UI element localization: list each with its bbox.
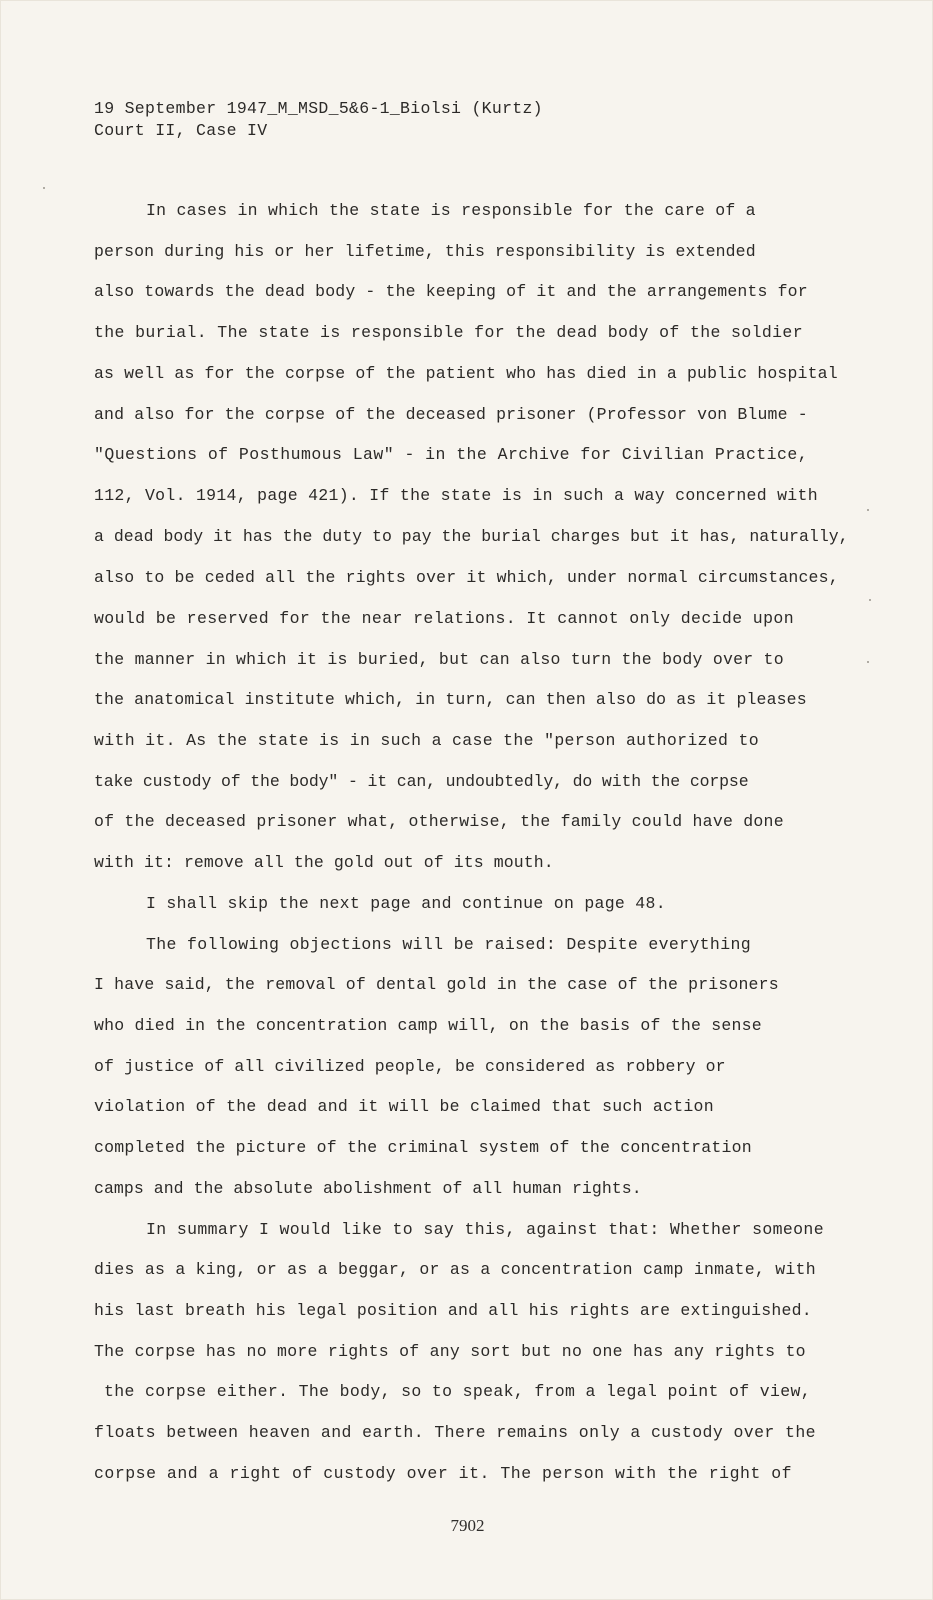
body-line: the burial. The state is responsible for the dead body of the soldier bbox=[94, 323, 803, 342]
body-line: 112, Vol. 1914, page 421). If the state is in such a way concerned with bbox=[94, 486, 818, 505]
body-line: In cases in which the state is responsible for the care of a bbox=[146, 201, 756, 220]
body-line: with it. As the state is in such a case the "person authorized to bbox=[94, 731, 759, 750]
body-line: "Questions of Posthumous Law" - in the Archive for Civilian Practice, bbox=[94, 445, 809, 464]
body-line: The following objections will be raised: Despite everything bbox=[146, 935, 751, 954]
body-line: floats between heaven and earth. There remains only a custody over the bbox=[94, 1423, 816, 1442]
body-line: the anatomical institute which, in turn, can then also do as it pleases bbox=[94, 690, 807, 709]
body-line: completed the picture of the criminal system of the concentration bbox=[94, 1138, 752, 1157]
body-line: I shall skip the next page and continue on page 48. bbox=[146, 894, 666, 913]
body-line: camps and the absolute abolishment of all human rights. bbox=[94, 1179, 642, 1198]
paper-speck bbox=[869, 599, 871, 601]
header-court-case: Court II, Case IV bbox=[94, 121, 268, 140]
body-line: violation of the dead and it will be claimed that such action bbox=[94, 1097, 714, 1116]
paper-speck bbox=[867, 661, 869, 663]
body-line: also to be ceded all the rights over it which, under normal circumstances, bbox=[94, 568, 839, 587]
document-header bbox=[94, 98, 543, 142]
body-line: his last breath his legal position and all his rights are extinguished. bbox=[94, 1301, 812, 1320]
body-line: who died in the concentration camp will, on the basis of the sense bbox=[94, 1016, 762, 1035]
body-line: the manner in which it is buried, but can also turn the body over to bbox=[94, 650, 784, 669]
body-line: take custody of the body" - it can, undoubtedly, do with the corpse bbox=[94, 772, 749, 791]
paper-speck bbox=[43, 187, 45, 189]
body-line: the corpse either. The body, so to speak, from a legal point of view, bbox=[104, 1382, 811, 1401]
body-line: corpse and a right of custody over it. The person with the right of bbox=[94, 1464, 793, 1483]
body-line: would be reserved for the near relations. It cannot only decide upon bbox=[94, 609, 794, 628]
body-line: The corpse has no more rights of any sort but no one has any rights to bbox=[94, 1342, 806, 1361]
body-line: as well as for the corpse of the patient who has died in a public hospital bbox=[94, 364, 838, 383]
paper-speck bbox=[867, 509, 869, 511]
body-line: and also for the corpse of the deceased prisoner (Professor von Blume - bbox=[94, 405, 808, 424]
body-line: In summary I would like to say this, against that: Whether someone bbox=[146, 1220, 824, 1239]
body-line: I have said, the removal of dental gold in the case of the prisoners bbox=[94, 975, 779, 994]
page-number: 7902 bbox=[450, 1516, 485, 1535]
body-line: dies as a king, or as a beggar, or as a concentration camp inmate, with bbox=[94, 1260, 816, 1279]
body-line: of the deceased prisoner what, otherwise, the family could have done bbox=[94, 812, 784, 831]
body-line: a dead body it has the duty to pay the burial charges but it has, naturally, bbox=[94, 527, 849, 546]
body-line: with it: remove all the gold out of its mouth. bbox=[94, 853, 554, 872]
body-line: person during his or her lifetime, this responsibility is extended bbox=[94, 242, 756, 261]
header-date-reference: 19 September 1947_M_MSD_5&6-1_Biolsi (Kurtz) bbox=[94, 99, 543, 118]
body-line: also towards the dead body - the keeping of it and the arrangements for bbox=[94, 282, 808, 301]
body-line: of justice of all civilized people, be considered as robbery or bbox=[94, 1057, 726, 1076]
